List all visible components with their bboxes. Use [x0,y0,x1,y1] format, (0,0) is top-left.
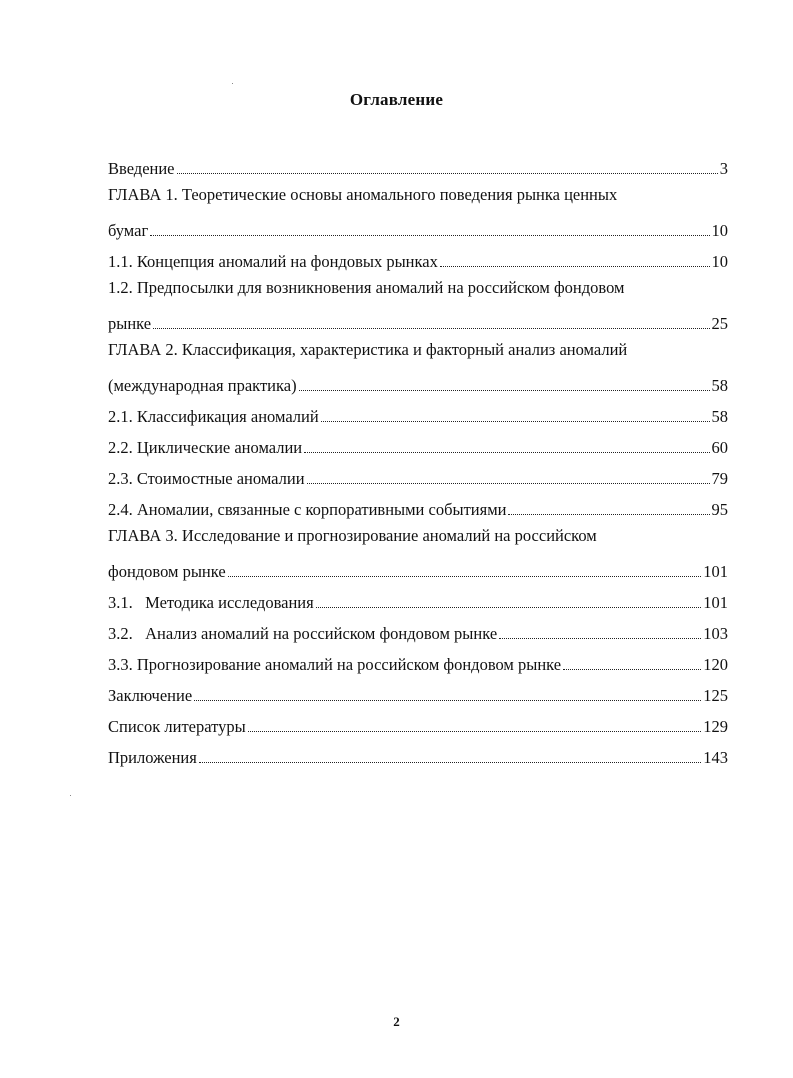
toc-leader-dots [499,637,701,639]
toc-entry-text: Приложения [108,748,197,767]
toc-entry-page: 125 [703,686,728,705]
toc-entry[interactable] [108,400,728,431]
page-title: Оглавление [349,90,444,109]
toc-entry-text: 2.4. Аномалии, связанные с корпоративными событиями [108,500,507,519]
toc-entry[interactable] [108,741,728,772]
toc-leader-dots [304,451,709,453]
toc-entry-text: 2.1. Классификация аномалий [108,407,319,426]
toc-leader-dots [199,761,701,763]
scan-speck [232,83,233,84]
toc-entry-text: бумаг [108,221,149,240]
toc-entry-text: (международная практика) [108,376,297,395]
toc-leader-dots [563,668,701,670]
toc-entry-text: рынке [108,314,152,333]
toc-leader-dots [153,327,709,329]
scan-speck [70,795,71,796]
toc-entry-page: 143 [703,748,728,767]
toc-entry-page: 25 [711,314,728,333]
toc-entry-text: Введение [108,159,175,178]
toc-entry[interactable] [108,493,728,524]
toc-leader-dots [321,420,710,422]
toc-entry-line1: ГЛАВА 3. Исследование и прогнозирование аномалий на российском [108,526,597,545]
toc-entry-page: 95 [711,500,728,519]
toc-entry-page: 10 [711,221,728,240]
toc-entry[interactable] [108,524,728,586]
toc-entry[interactable] [108,710,728,741]
toc-entry-text: фондовом рынке [108,562,226,581]
toc-entry-page: 3 [719,159,728,178]
toc-entry-page: 120 [703,655,728,674]
toc-entry-page: 103 [703,624,728,643]
toc-entry[interactable] [108,431,728,462]
toc-entry-line1: ГЛАВА 1. Теоретические основы аномального поведения рынка ценных [108,185,618,204]
toc-entry[interactable] [108,276,728,338]
toc-leader-dots [440,265,710,267]
toc-entry-text: 3.1. Методика исследования [108,593,314,612]
toc-entry-page: 60 [711,438,728,457]
toc-leader-dots [248,730,702,732]
toc-entry-page: 101 [703,593,728,612]
toc-entry-text: 3.2. Анализ аномалий на российском фондовом рынке [108,624,498,643]
toc-entry-text: 1.1. Концепция аномалий на фондовых рынках [108,252,438,271]
toc-entry-page: 10 [711,252,728,271]
toc-leader-dots [228,575,702,577]
toc-leader-dots [316,606,702,608]
toc-entry-page: 129 [703,717,728,736]
toc-entry[interactable] [108,617,728,648]
page-number: 2 [393,1014,400,1029]
toc-leader-dots [150,234,709,236]
toc-entry[interactable] [108,462,728,493]
toc-entry-page: 101 [703,562,728,581]
toc-entry-text: 2.3. Стоимостные аномалии [108,469,305,488]
toc-entry[interactable] [108,586,728,617]
toc-entry[interactable] [108,679,728,710]
toc-entry-line1: 1.2. Предпосылки для возникновения аномалий на российском фондовом [108,278,625,297]
toc-entry[interactable] [108,648,728,679]
toc-entry-text: 3.3. Прогнозирование аномалий на российском фондовом рынке [108,655,562,674]
toc-entry-text: Список литературы [108,717,246,736]
toc-entry-page: 58 [711,376,728,395]
toc-leader-dots [299,389,710,391]
toc-entry[interactable] [108,245,728,276]
table-of-contents [108,152,728,772]
toc-leader-dots [194,699,701,701]
toc-entry-text: 2.2. Циклические аномалии [108,438,303,457]
toc-entry-line1: ГЛАВА 2. Классификация, характеристика и факторный анализ аномалий [108,340,628,359]
toc-entry[interactable] [108,152,728,183]
toc-entry[interactable] [108,338,728,400]
toc-entry[interactable] [108,183,728,245]
toc-entry-page: 79 [711,469,728,488]
toc-entry-page: 58 [711,407,728,426]
toc-leader-dots [508,513,709,515]
toc-leader-dots [177,172,718,174]
toc-leader-dots [307,482,710,484]
toc-entry-text: Заключение [108,686,193,705]
